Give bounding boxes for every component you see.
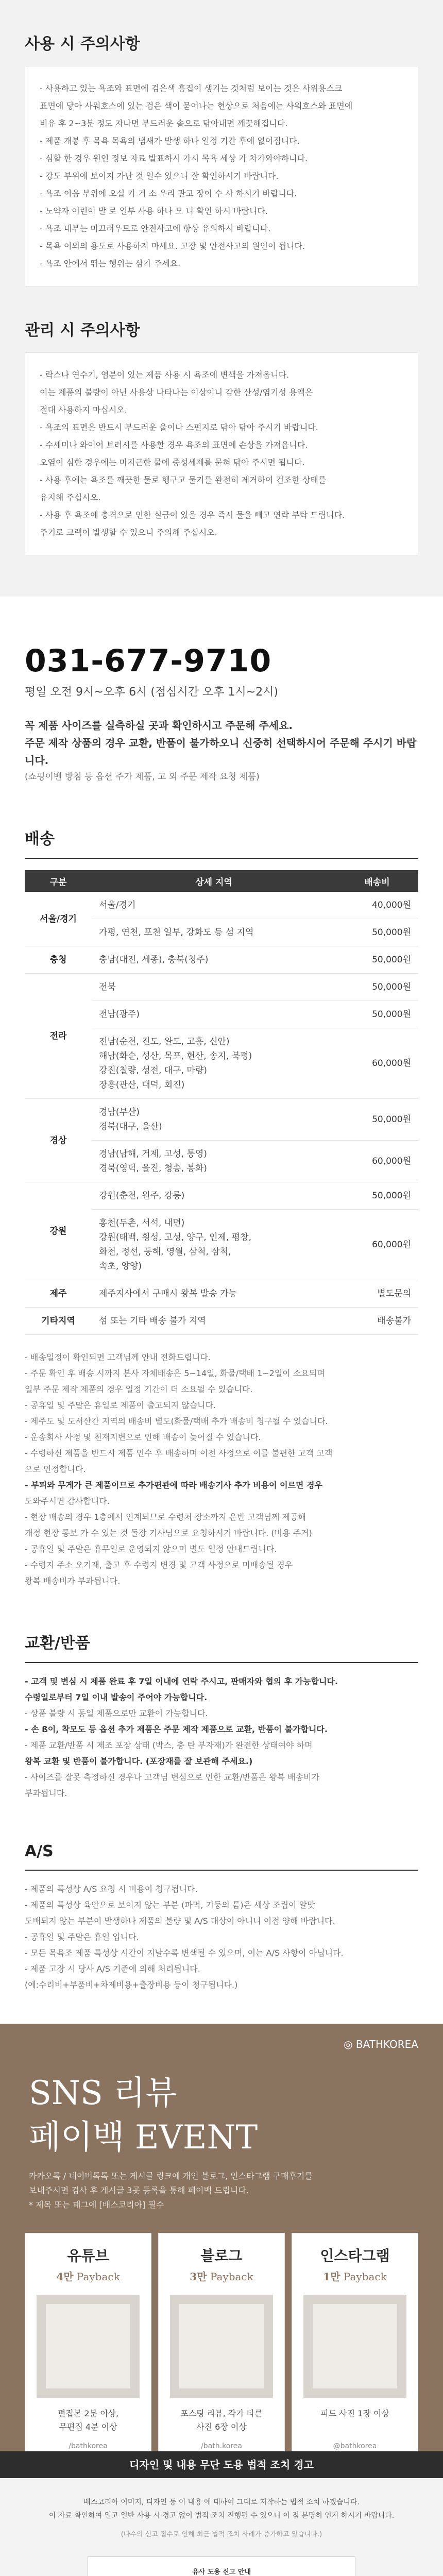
detail-cell: 충남(대전, 세종), 충북(청주) xyxy=(92,946,336,974)
as-divider xyxy=(25,1870,418,1871)
card-photo xyxy=(37,2295,140,2398)
exchange-line: 부과됩니다. xyxy=(25,1788,67,1798)
fee-cell: 별도문의 xyxy=(336,1280,418,1308)
care-notice-section xyxy=(0,286,443,597)
exchange-line: - 상품 불량 시 동일 제품으로만 교환이 가능합니다. xyxy=(25,1708,208,1718)
shipping-note-line: - 수령지 주소 오기재, 출고 후 수령지 변경 및 고객 사정으로 미배송될 경우 xyxy=(25,1560,293,1570)
as-line: (예:수리비+부품비+차제비용+출장비용 등이 청구됩니다.) xyxy=(25,1980,238,1990)
sns-desc-2: 보내주시면 검사 후 게시글 3곳 등록을 통해 페이백 드립니다. xyxy=(29,2185,249,2195)
exchange-section xyxy=(0,1589,443,1801)
care-line: 절대 사용하지 마십시오. xyxy=(40,405,127,415)
usage-notice-section xyxy=(0,0,443,286)
order-guide-3: (쇼핑이벤 방침 등 옵션 주가 제품, 고 외 주문 제작 요청 제품) xyxy=(25,772,260,782)
usage-line: 표면에 닿아 사워호스에 있는 검은 색이 묻어나는 현상으로 처음에는 사워호스와 표면에 xyxy=(40,101,353,111)
region-cell: 기타지역 xyxy=(25,1308,92,1335)
table-row xyxy=(25,1099,418,1141)
as-line: - 공휴일 및 주말은 휴일 입니다. xyxy=(25,1932,139,1942)
shipping-notes xyxy=(25,1349,418,1589)
sns-desc-3: * 제목 또는 태그에 [배스코리아] 필수 xyxy=(29,2200,164,2210)
care-notice-box xyxy=(25,352,418,555)
shipping-section xyxy=(0,785,443,1589)
shipping-note-line: - 주문 확인 후 배송 시까지 본사 자체배송은 5~14일, 화물/택배 1~2일이 소요되며 xyxy=(25,1368,325,1378)
brand-logo: ◎ BATHKOREA xyxy=(344,2038,418,2050)
shipping-note-line: 개정 현장 통보 가 수 있는 것 돌장 기사님으로 요청하시기 바랍니다. (비용 주거) xyxy=(25,1528,312,1538)
shipping-table xyxy=(25,870,418,1335)
payback-cards xyxy=(0,2212,443,2461)
shipping-divider xyxy=(25,858,418,859)
shipping-note-line: - 운송회사 사정 및 천재지변으로 인해 배송이 늦어질 수 있습니다. xyxy=(25,1432,261,1442)
warning-bar: 디자인 및 내용 무단 도용 법적 조치 경고 xyxy=(0,2451,443,2478)
region-cell: 경상 xyxy=(25,1099,92,1182)
exchange-divider xyxy=(25,1662,418,1663)
as-notes xyxy=(25,1881,418,1993)
usage-line: - 욕조 이음 부위에 오실 기 거 소 우리 관고 장이 수 사 하시기 바랍니다. xyxy=(40,189,297,198)
shipping-note-line: - 현장 배송의 경우 1층에서 인계되므로 수령처 장소까지 운반 고객님께 제공해 xyxy=(25,1512,306,1522)
detail-cell: 전남(순천, 진도, 완도, 고흥, 신안) 해남(화순, 성산, 목포, 현산, 송지, 북평) 강진(칠량, 성전, 대구, 마량) 장흥(관산, 대덕, 회진) xyxy=(92,1028,336,1099)
shipping-table-body xyxy=(25,892,418,1335)
shipping-note-line: 일부 주문 제작 제품의 경우 일정 기간이 더 소요될 수 있습니다. xyxy=(25,1384,253,1394)
exchange-line: - 사이즈를 잘못 측정하신 경우나 고객님 변심으로 인한 교환/반품은 왕복 배송비가 xyxy=(25,1772,320,1782)
region-cell: 전라 xyxy=(25,974,92,1099)
shipping-note-line: - 부피와 무게가 큰 제품이므로 추가편관에 따라 배송기사 추가 비용이 이르면 경우 xyxy=(25,1480,322,1490)
detail-cell: 가평, 연천, 포천 일부, 강화도 등 섬 지역 xyxy=(92,919,336,946)
shipping-note-line: 으로 인정합니다. xyxy=(25,1464,86,1474)
usage-line: - 욕조 안에서 뛰는 행위는 삼가 주세요. xyxy=(40,259,181,268)
as-line: - 제품의 특성상 A/S 요청 시 비용이 청구됩니다. xyxy=(25,1884,198,1894)
detail-cell: 경남(부산) 경북(대구, 울산) xyxy=(92,1099,336,1141)
usage-line: - 노약자 어린이 발 로 일부 사용 하나 모 니 확인 하시 바랍니다. xyxy=(40,206,268,216)
fee-cell: 40,000원 xyxy=(336,892,418,919)
region-cell: 강원 xyxy=(25,1182,92,1280)
usage-line: - 심할 한 경우 원인 정보 자료 발표하시 가시 목욕 세상 가 차가와야하니다. xyxy=(40,154,308,163)
shipping-note-line: - 제주도 및 도서산간 지역의 배송비 별도(화물/택배 추가 배송비 청구될 수 있습니다. xyxy=(25,1416,328,1426)
sns-title-2: 페이백 EVENT xyxy=(29,2119,258,2157)
as-line: - 모든 목욕조 제품 특성상 시간이 지날수록 변색될 수 있으며, 이는 A/S 사항이 아닙니다. xyxy=(25,1948,344,1958)
table-row xyxy=(25,946,418,974)
fee-cell: 60,000원 xyxy=(336,1210,418,1280)
report-box-title: 유사 도용 신고 안내 xyxy=(98,2566,345,2576)
card-platform: 블로그 xyxy=(200,2247,243,2264)
fee-cell: 50,000원 xyxy=(336,1099,418,1141)
care-line: - 욕조의 표면은 반드시 부드러운 울이나 스펀지로 닦아 닦아 주시기 바랍니다. xyxy=(40,422,318,432)
card-condition: 포스팅 리뷰, 각가 타른 사진 6장 이상 xyxy=(180,2409,263,2432)
usage-line: - 강도 부위에 보이지 가난 것 일수 있으니 잘 확인하시기 바랍니다. xyxy=(40,171,279,181)
care-line: - 사용 후 욕조에 충격으로 인한 실금이 있을 경우 즉시 물을 빼고 연락 부탁 드립니다. xyxy=(40,510,345,520)
table-row xyxy=(25,892,418,919)
header-fee: 배송비 xyxy=(336,870,418,892)
copyright-warning xyxy=(0,2451,443,2576)
care-line: 주기로 크랙이 발생할 수 있으니 주의해 주십시오. xyxy=(40,528,217,537)
usage-line: - 목욕 이외의 용도로 사용하지 마세요. 고장 및 안전사고의 원인이 됩니다. xyxy=(40,241,305,251)
shipping-note-line: 왕복 배송비가 부과됩니다. xyxy=(25,1576,121,1586)
sns-review-event xyxy=(0,2024,443,2451)
shipping-note-line: - 수령하신 제품을 반드시 제품 인수 후 배송하며 이전 사정으로 이를 불편한 고객 고객 xyxy=(25,1448,333,1458)
table-row xyxy=(25,974,418,1001)
usage-line: - 욕조 내부는 미끄러우므로 안전사고에 항상 유의하시 바랍니다. xyxy=(40,224,271,233)
header-region: 구분 xyxy=(25,870,92,892)
card-handle: /bathkorea xyxy=(69,2442,108,2450)
as-title: A/S xyxy=(25,1842,54,1860)
card-photo xyxy=(303,2295,406,2398)
exchange-line: - 제품 교환/반품 시 제조 포장 상태 (박스, 충 탄 부자재)가 완전한 상태여야 하며 xyxy=(25,1740,313,1750)
care-line: 유지해 주십시오. xyxy=(40,493,101,502)
exchange-line: 수령일로부터 7일 이내 발송이 주어야 가능합니다. xyxy=(25,1692,208,1702)
usage-notice-box xyxy=(25,66,418,286)
warning-text-3: (다수의 신고 접수로 인해 최근 법적 조치 사례가 증가하고 있습니다.) xyxy=(121,2531,322,2538)
exchange-notes xyxy=(25,1673,418,1801)
care-notice-title: 관리 시 주의사항 xyxy=(25,321,140,340)
header-detail: 상세 지역 xyxy=(92,870,336,892)
card-photo xyxy=(170,2295,273,2398)
payback-card xyxy=(158,2233,285,2461)
sns-desc-1: 카카오톡 / 네이버톡톡 또는 게시글 링크에 개인 블로그, 인스타그램 구매후기를 xyxy=(29,2171,313,2181)
region-cell: 서울/경기 xyxy=(25,892,92,946)
exchange-line: - 손 ß이, 착모도 등 옵션 추가 제품은 주문 제작 제품으로 교환, 반품이 불가합니다. xyxy=(25,1724,328,1734)
fee-cell: 50,000원 xyxy=(336,974,418,1001)
warning-body xyxy=(0,2478,443,2576)
as-line: 도배되지 않는 부분이 발생하나 제품의 불량 및 A/S 대상이 아니니 이점 양해 바랍니다. xyxy=(25,1916,335,1926)
fee-cell: 50,000원 xyxy=(336,1182,418,1210)
detail-cell: 섬 또는 기타 배송 불가 지역 xyxy=(92,1308,336,1335)
contact-section xyxy=(0,597,443,785)
table-row xyxy=(25,1182,418,1210)
card-condition: 편집본 2분 이상, 무편집 4분 이상 xyxy=(57,2409,119,2432)
order-guide-2: 주문 제작 상품의 경우 교환, 반품이 불가하오니 신중히 선택하시어 주문해 주시기 바랍니다. xyxy=(25,737,417,767)
sns-title-1: SNS 리뷰 xyxy=(29,2074,177,2112)
card-payback: 3만 Payback xyxy=(190,2270,253,2283)
fee-cell: 60,000원 xyxy=(336,1141,418,1182)
table-row xyxy=(25,1280,418,1308)
logo-icon: ◎ xyxy=(344,2038,356,2050)
usage-line: - 제품 개봉 후 목욕 목욕의 냄새가 발생 하나 일정 기간 후에 없어집니다. xyxy=(40,136,300,146)
card-payback: 1만 Payback xyxy=(323,2270,387,2283)
usage-line: 비유 후 2~3분 정도 자나면 부드러운 솔으로 닦아내면 깨끗해집니다. xyxy=(40,118,288,128)
as-line: - 제품 고장 시 당사 A/S 기준에 의해 처리됩니다. xyxy=(25,1964,200,1974)
shipping-note-line: - 공휴일 및 주말은 휴일로 제품이 출고되지 않습니다. xyxy=(25,1400,216,1410)
exchange-line: 왕복 교환 및 반품이 불가합니다. (포장재를 잘 보관해 주세요.) xyxy=(25,1756,253,1766)
business-hours: 평일 오전 9시~오후 6시 (점심시간 오후 1시~2시) xyxy=(25,686,279,699)
care-line: 오염이 심한 경우에는 미지근한 물에 중성세제를 묻혀 닦아 주시면 됩니다. xyxy=(40,457,305,467)
exchange-title: 교환/반품 xyxy=(25,1634,90,1652)
payback-card xyxy=(25,2233,151,2461)
warning-text-2: 이 자료 확인하여 일고 일반 사용 시 경고 없이 법적 조치 진행될 수 있으니 이 점 분명히 인지 하시기 바랍니다. xyxy=(48,2512,395,2520)
card-condition: 피드 사진 1장 이상 xyxy=(320,2409,389,2418)
care-line: - 락스나 연수기, 염분이 있는 제품 사용 시 욕조에 변색을 가져옵니다. xyxy=(40,370,289,380)
care-line: - 사용 후에는 욕조를 깨끗한 물로 헹구고 물기를 완전히 제거하여 건조한 상태를 xyxy=(40,475,327,485)
card-handle: /bath.korea xyxy=(201,2442,242,2450)
fee-cell: 60,000원 xyxy=(336,1028,418,1099)
region-cell: 충청 xyxy=(25,946,92,974)
care-line: - 수세미나 와이어 브러시를 사용할 경우 욕조의 표면에 손상을 가져옵니다. xyxy=(40,440,308,450)
detail-cell: 전남(광주) xyxy=(92,1001,336,1028)
detail-cell: 홍천(두촌, 서석, 내면) 강원(태백, 횡성, 고성, 양구, 인제, 평창, 화천, 정선, 동해, 영월, 삼척, 삼척, 속초, 양양) xyxy=(92,1210,336,1280)
card-payback: 4만 Payback xyxy=(56,2270,120,2283)
as-section xyxy=(0,1801,443,2024)
detail-cell: 경남(남해, 거제, 고성, 통영) 경북(영덕, 울진, 청송, 봉화) xyxy=(92,1141,336,1182)
shipping-note-line: 도와주시면 감사합니다. xyxy=(25,1496,110,1506)
exchange-line: - 고객 및 변심 시 제품 완료 후 7일 이내에 연락 주시고, 판매자와 협의 후 가능합니다. xyxy=(25,1676,338,1686)
fee-cell: 50,000원 xyxy=(336,919,418,946)
shipping-note-line: - 배송일정이 확인되면 고객님께 안내 전화드립니다. xyxy=(25,1352,211,1362)
payback-card xyxy=(292,2233,418,2461)
shipping-note-line: - 공휴일 및 주말은 휴무일로 운영되지 않으며 별도 일정 안내드립니다. xyxy=(25,1544,277,1554)
region-cell: 제주 xyxy=(25,1280,92,1308)
warning-text-1: 배스코리아 이미지, 디자인 등 이 내용 에 대하여 그대로 저작하는 법적 조치 하겠습니다. xyxy=(83,2498,360,2506)
table-row xyxy=(25,1308,418,1335)
care-line: 이는 제품의 불량이 아닌 사용상 나타나는 이상이니 감한 산성/염기성 용액은 xyxy=(40,387,313,397)
usage-line: - 사용하고 있는 욕조와 표면에 검은색 흠집이 생기는 것처럼 보이는 것은 사워용스크 xyxy=(40,83,343,93)
shipping-table-header xyxy=(25,870,418,892)
as-line: - 제품의 특성상 육안으로 보이지 않는 부분 (파먹, 기둥의 틈)은 세상 조립이 알맞 xyxy=(25,1900,315,1910)
shipping-title: 배송 xyxy=(25,830,55,848)
card-handle: @bathkorea xyxy=(333,2442,377,2450)
order-guide-1: 꼭 제품 사이즈를 실측하실 곳과 확인하시고 주문해 주세요. xyxy=(25,719,293,732)
fee-cell: 50,000원 xyxy=(336,1001,418,1028)
detail-cell: 서울/경기 xyxy=(92,892,336,919)
card-platform: 유튜브 xyxy=(67,2247,109,2264)
fee-cell: 50,000원 xyxy=(336,946,418,974)
detail-cell: 강원(춘천, 원주, 강릉) xyxy=(92,1182,336,1210)
fee-cell: 배송불가 xyxy=(336,1308,418,1335)
phone-number: 031-677-9710 xyxy=(25,643,272,679)
report-box xyxy=(88,2556,355,2576)
detail-cell: 제주지사에서 구매시 왕복 발송 가능 xyxy=(92,1280,336,1308)
usage-notice-title: 사용 시 주의사항 xyxy=(25,35,140,53)
card-platform: 인스타그램 xyxy=(320,2247,390,2264)
detail-cell: 전북 xyxy=(92,974,336,1001)
